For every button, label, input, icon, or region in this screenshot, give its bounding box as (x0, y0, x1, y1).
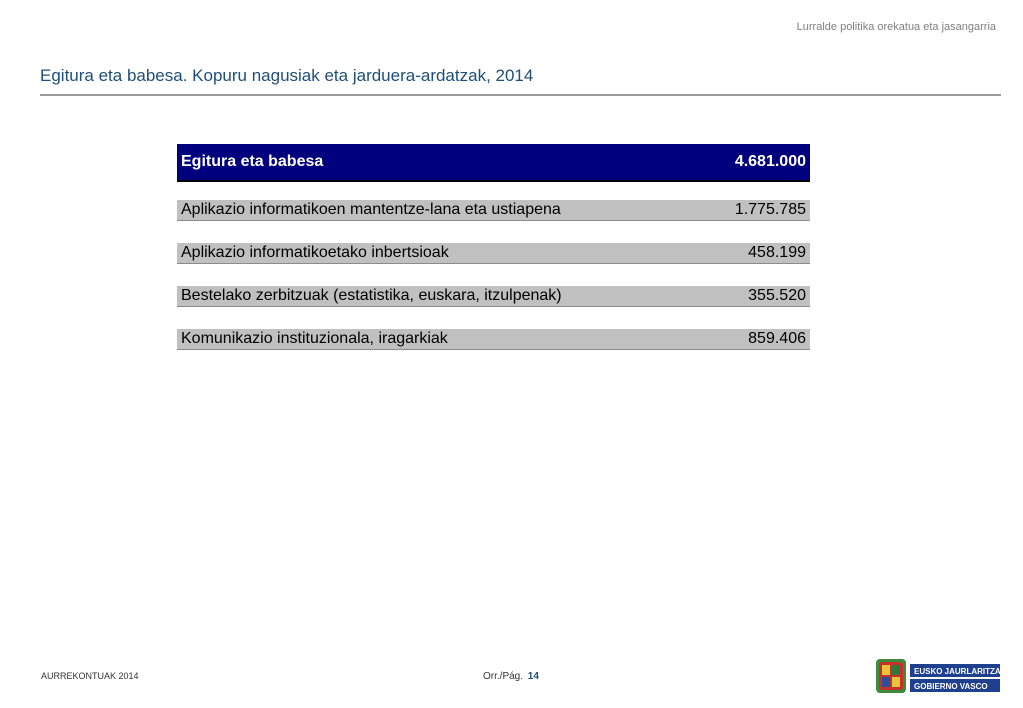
row-label: Bestelako zerbitzuak (estatistika, euskara, itzulpenak) (181, 287, 562, 304)
page-number: 14 (527, 671, 539, 682)
row-value: 859.406 (748, 330, 806, 347)
page-label: Orr./Pág. (483, 671, 524, 682)
row-label: Aplikazio informatikoen mantentze-lana eta ustiapena (181, 201, 561, 218)
row-value: 458.199 (748, 244, 806, 261)
summary-table (177, 144, 810, 350)
header-section-label: Lurralde politika orekatua eta jasangarria (796, 21, 996, 33)
row-value: 355.520 (748, 287, 806, 304)
row-value: 1.775.785 (734, 201, 806, 218)
logo-text-spanish: GOBIERNO VASCO (914, 682, 988, 691)
logo-text-basque: EUSKO JAURLARITZA (914, 667, 1001, 676)
row-label: Komunikazio instituzionala, iragarkiak (181, 330, 448, 347)
footer-page-number (483, 671, 539, 682)
government-logo (874, 657, 1002, 697)
row-label: Aplikazio informatikoetako inbertsioak (181, 244, 449, 261)
title-divider (40, 94, 1001, 96)
table-row (177, 286, 810, 307)
page-title: Egitura eta babesa. Kopuru nagusiak eta jarduera-ardatzak, 2014 (40, 66, 534, 85)
total-row (177, 144, 810, 182)
table-row (177, 329, 810, 350)
table-row (177, 200, 810, 221)
total-label: Egitura eta babesa (181, 153, 324, 170)
total-value: 4.681.000 (734, 153, 806, 170)
footer-document-label: AURREKONTUAK 2014 (41, 671, 139, 681)
coat-of-arms-icon (876, 659, 906, 693)
table-row (177, 243, 810, 264)
